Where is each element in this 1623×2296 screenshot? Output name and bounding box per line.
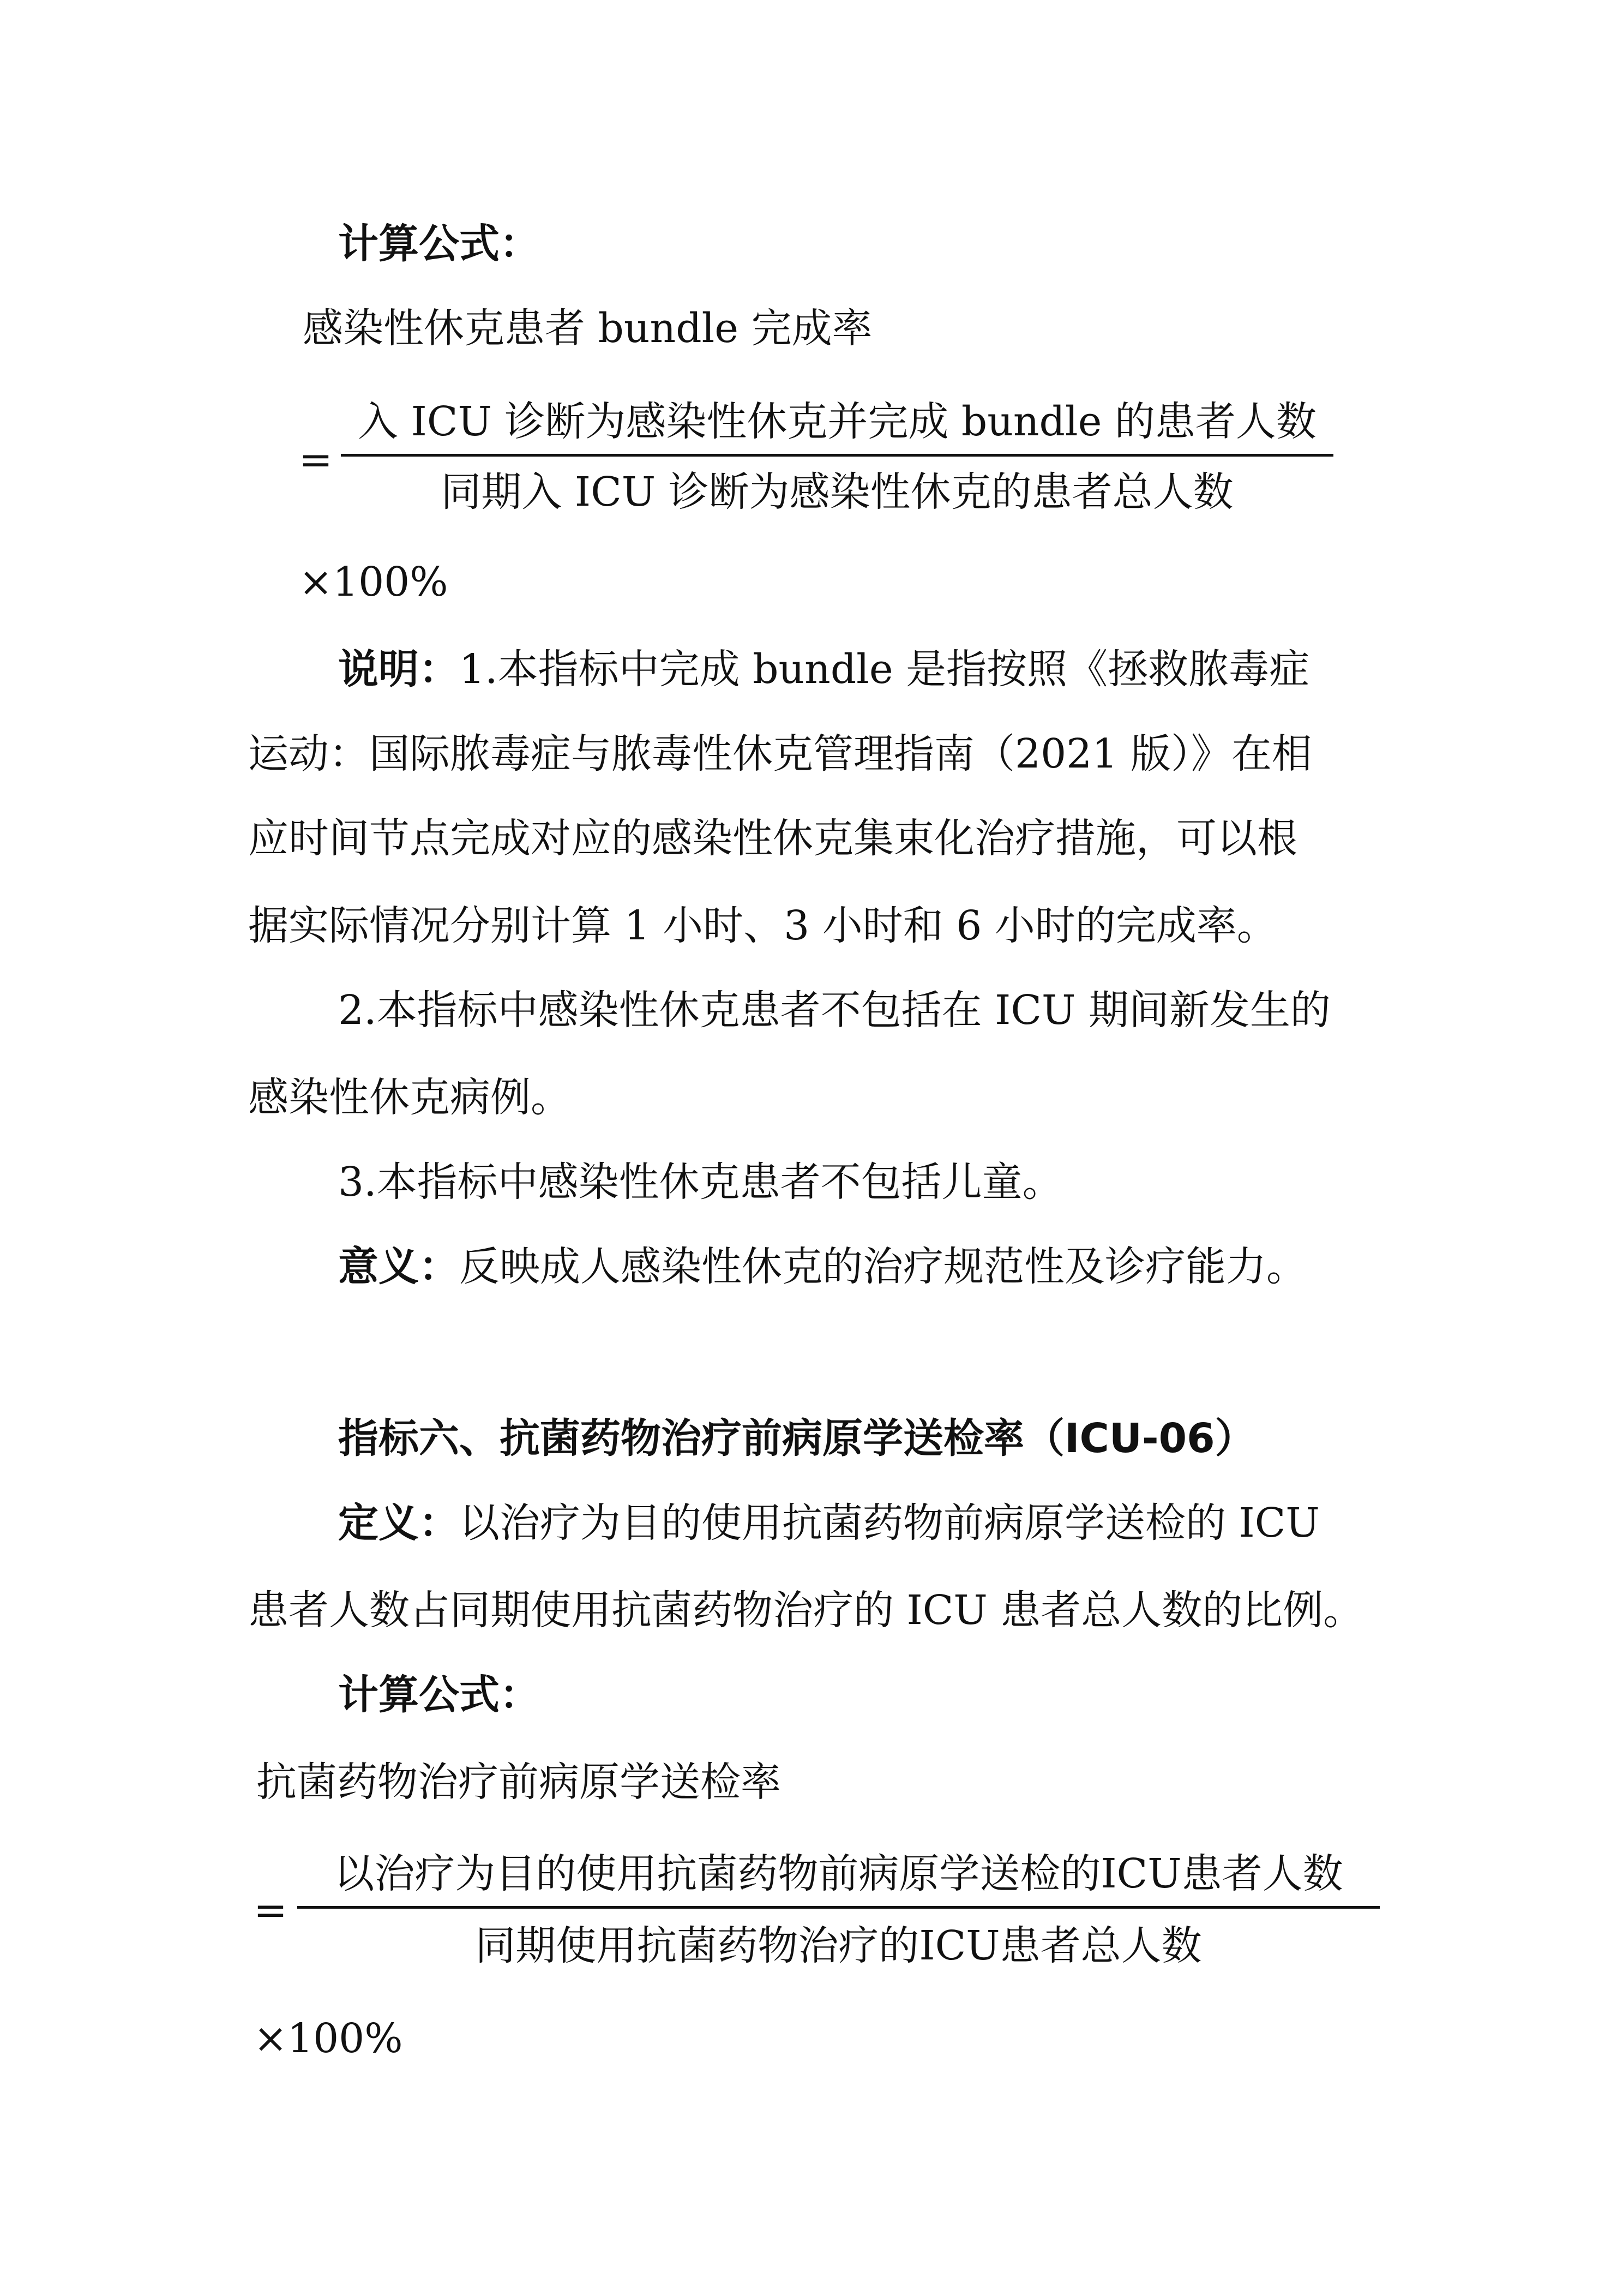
fraction-numerator-2: 以治疗为目的使用抗菌药物前病原学送检的ICU患者人数 [334, 1850, 1343, 1897]
definition-line-2: 患者人数占同期使用抗菌药物治疗的 ICU 患者总人数的比例。 [248, 1587, 1364, 1634]
note-line-3: 应时间节点完成对应的感染性休克集束化治疗措施，可以根 [248, 815, 1297, 862]
meaning-label: 意义： [338, 1243, 459, 1290]
definition-text: 以治疗为目的使用抗菌药物前病原学送检的 ICU [459, 1500, 1320, 1546]
note-item-2-line-1: 2.本指标中感染性休克患者不包括在 ICU 期间新发生的 [338, 987, 1331, 1034]
equals-sign: = [299, 436, 333, 483]
section-title: 指标六、抗菌药物治疗前病原学送检率（ICU-06） [338, 1415, 1255, 1462]
note-line-2: 运动：国际脓毒症与脓毒性休克管理指南（2021 版）》在相 [248, 730, 1312, 777]
meaning-text: 反映成人感染性休克的治疗规范性及诊疗能力。 [459, 1243, 1307, 1290]
meaning-line [338, 1243, 1307, 1290]
definition-line-1 [338, 1500, 1320, 1546]
note-item-3: 3.本指标中感染性休克患者不包括儿童。 [338, 1159, 1063, 1206]
fraction-bar-2 [297, 1906, 1380, 1909]
note-line-1 [338, 646, 1310, 693]
equals-sign-2: = [254, 1887, 288, 1934]
fraction-bar [341, 454, 1333, 457]
note-text: 1.本指标中完成 bundle 是指按照《拯救脓毒症 [459, 646, 1310, 693]
fraction-numerator: 入 ICU 诊断为感染性休克并完成 bundle 的患者人数 [358, 398, 1317, 445]
fraction-denominator: 同期入 ICU 诊断为感染性休克的患者总人数 [441, 469, 1234, 515]
formula-name: 感染性休克患者 bundle 完成率 [303, 305, 873, 352]
note-line-4: 据实际情况分别计算 1 小时、3 小时和 6 小时的完成率。 [248, 902, 1277, 949]
formula-heading-2: 计算公式： [338, 1671, 540, 1718]
formula-multiplier-2: ×100% [254, 2015, 403, 2062]
formula-multiplier: ×100% [299, 559, 448, 606]
definition-label: 定义： [338, 1500, 459, 1546]
note-item-2-line-2: 感染性休克病例。 [248, 1074, 571, 1121]
formula-heading: 计算公式： [338, 220, 540, 267]
note-label: 说明： [338, 646, 459, 693]
fraction-denominator-2: 同期使用抗菌药物治疗的ICU患者总人数 [475, 1922, 1202, 1969]
formula-name-2: 抗菌药物治疗前病原学送检率 [256, 1759, 781, 1806]
